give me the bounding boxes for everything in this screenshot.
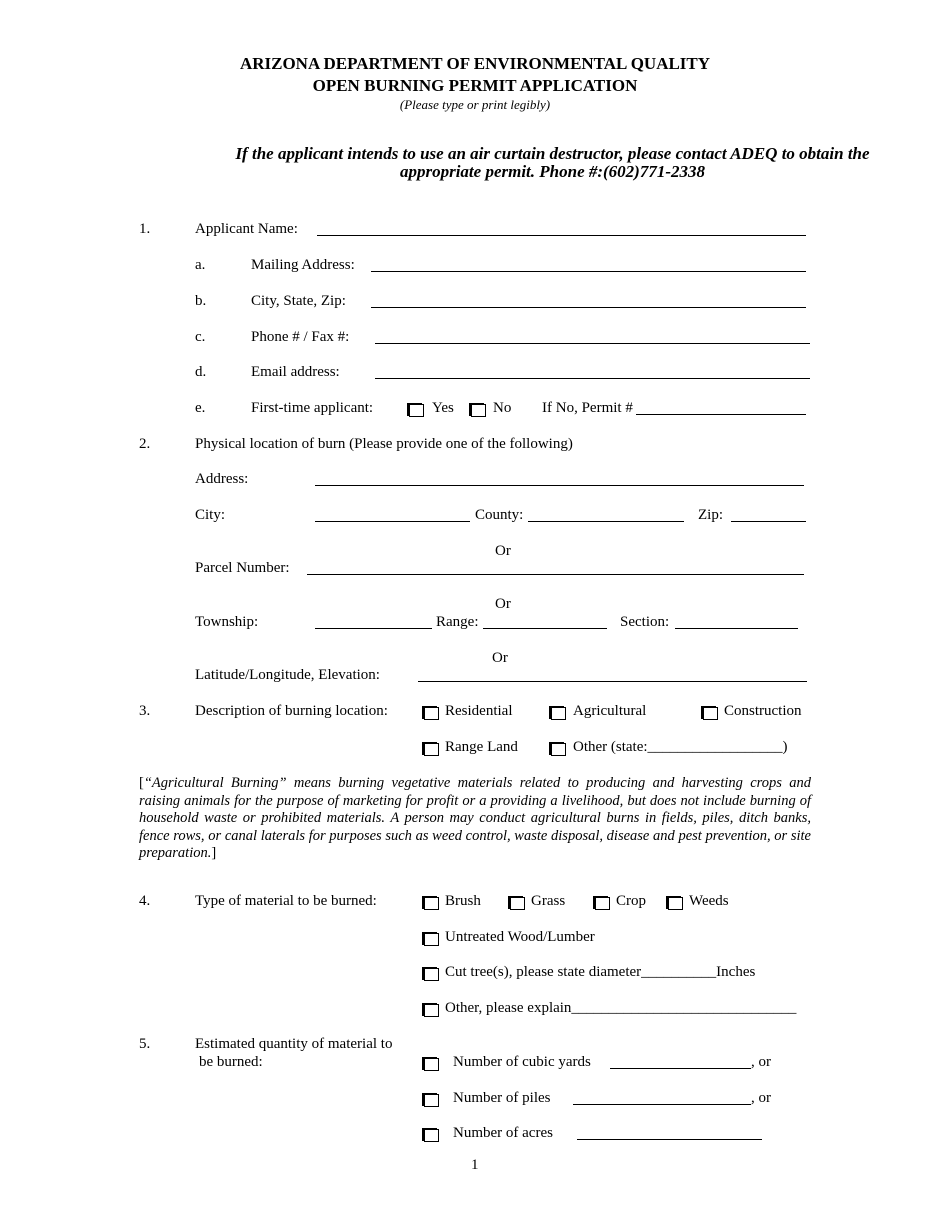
residential-checkbox[interactable] [424,707,439,720]
mailing-address-label: Mailing Address: [251,257,355,273]
piles-suffix: , or [751,1090,771,1106]
email-field[interactable] [375,378,810,379]
burn-location-heading: Physical location of burn (Please provide one of the following) [195,436,573,452]
air-curtain-notice: If the applicant intends to use an air curtain destructor, please contact ADEQ to obtain the appropriate permit. Phone #:(602)771-2338 [235,144,870,181]
piles-checkbox[interactable] [424,1094,439,1107]
brush-label: Brush [445,893,481,909]
residential-label: Residential [445,703,513,719]
first-time-no-label: No [493,400,512,416]
county-label: County: [475,507,524,523]
item-c-letter: c. [195,329,206,345]
brush-checkbox[interactable] [424,897,439,910]
grass-label: Grass [531,893,566,909]
section-2-number: 2. [139,436,151,452]
form-title: OPEN BURNING PERMIT APPLICATION [312,76,638,95]
other-material-label: Other, please explain______________________________ [445,1000,797,1016]
cubic-yards-label: Number of cubic yards [453,1054,591,1070]
applicant-name-field[interactable] [317,235,806,236]
first-time-yes-label: Yes [432,400,454,416]
parcel-number-label: Parcel Number: [195,560,290,576]
item-a-letter: a. [195,257,206,273]
item-b-letter: b. [195,293,207,309]
email-label: Email address: [251,364,340,380]
cut-trees-checkbox[interactable] [424,968,439,981]
or-separator-2: Or [495,596,511,612]
piles-label: Number of piles [453,1090,551,1106]
zip-label: Zip: [698,507,723,523]
agency-title: ARIZONA DEPARTMENT OF ENVIRONMENTAL QUALITY [239,54,711,73]
other-location-label: Other (state:__________________) [573,739,788,755]
weeds-label: Weeds [689,893,729,909]
section-5-number: 5. [139,1036,151,1052]
acres-checkbox[interactable] [424,1129,439,1142]
untreated-wood-checkbox[interactable] [424,933,439,946]
burning-location-description-label: Description of burning location: [195,703,388,719]
range-field[interactable] [483,628,607,629]
form-instruction: (Please type or print legibly) [399,97,551,112]
township-label: Township: [195,614,259,630]
range-label: Range: [436,614,479,630]
burn-county-field[interactable] [528,521,684,522]
item-d-letter: d. [195,364,207,380]
lat-long-elevation-label: Latitude/Longitude, Elevation: [195,667,380,683]
city-state-zip-field[interactable] [371,307,806,308]
burn-zip-field[interactable] [731,521,806,522]
section-4-number: 4. [139,893,151,909]
other-material-checkbox[interactable] [424,1004,439,1017]
crop-label: Crop [616,893,646,909]
crop-checkbox[interactable] [595,897,610,910]
or-separator-1: Or [495,543,511,559]
first-time-no-checkbox[interactable] [471,404,486,417]
permit-number-field[interactable] [636,414,806,415]
section-field[interactable] [675,628,798,629]
parcel-number-field[interactable] [307,574,804,575]
agricultural-burning-definition [139,775,811,863]
grass-checkbox[interactable] [510,897,525,910]
item-e-letter: e. [195,400,206,416]
cubic-yards-field[interactable] [610,1068,751,1069]
mailing-address-field[interactable] [371,271,806,272]
quantity-label-line2: be burned: [199,1054,263,1070]
or-separator-3: Or [492,650,508,666]
applicant-name-label: Applicant Name: [195,221,298,237]
city-label: City: [195,507,226,523]
section-label: Section: [620,614,670,630]
acres-field[interactable] [577,1139,762,1140]
page-number: 1 [471,1157,479,1173]
range-land-checkbox[interactable] [424,743,439,756]
acres-label: Number of acres [453,1125,553,1141]
agricultural-label: Agricultural [573,703,647,719]
untreated-wood-label: Untreated Wood/Lumber [445,929,595,945]
cut-trees-label: Cut tree(s), please state diameter__________Inches [445,964,756,980]
section-1-number: 1. [139,221,151,237]
definition-close-bracket: ] [211,845,217,861]
cubic-yards-checkbox[interactable] [424,1058,439,1071]
city-state-zip-label: City, State, Zip: [251,293,346,309]
material-type-label: Type of material to be burned: [195,893,377,909]
lat-long-elevation-field[interactable] [418,681,807,682]
permit-number-label: If No, Permit # [542,400,633,416]
quantity-label-line1: Estimated quantity of material to [195,1036,393,1052]
piles-field[interactable] [573,1104,751,1105]
phone-fax-label: Phone # / Fax #: [251,329,350,345]
address-label: Address: [195,471,249,487]
weeds-checkbox[interactable] [668,897,683,910]
section-3-number: 3. [139,703,151,719]
construction-checkbox[interactable] [703,707,718,720]
first-time-applicant-label: First-time applicant: [251,400,374,416]
burn-city-field[interactable] [315,521,470,522]
other-location-checkbox[interactable] [551,743,566,756]
range-land-label: Range Land [445,739,518,755]
construction-label: Construction [724,703,802,719]
definition-text: “Agricultural Burning” means burning vegetative materials related to producing and harvesting crops and raising animals for the purpose of marketing for profit or a providing a livelihood, but does not include burning of household waste or prohibited materials. A person may conduct agricultural burns in fields, piles, ditch banks, fence rows, or canal laterals for purposes such as weed control, waste disposal, disease and pest prevention, or site preparation. [139,775,811,861]
first-time-yes-checkbox[interactable] [409,404,424,417]
burn-address-field[interactable] [315,485,804,486]
phone-fax-field[interactable] [375,343,810,344]
township-field[interactable] [315,628,432,629]
definition-open-bracket: [ [139,775,144,791]
agricultural-checkbox[interactable] [551,707,566,720]
cubic-yards-suffix: , or [751,1054,771,1070]
